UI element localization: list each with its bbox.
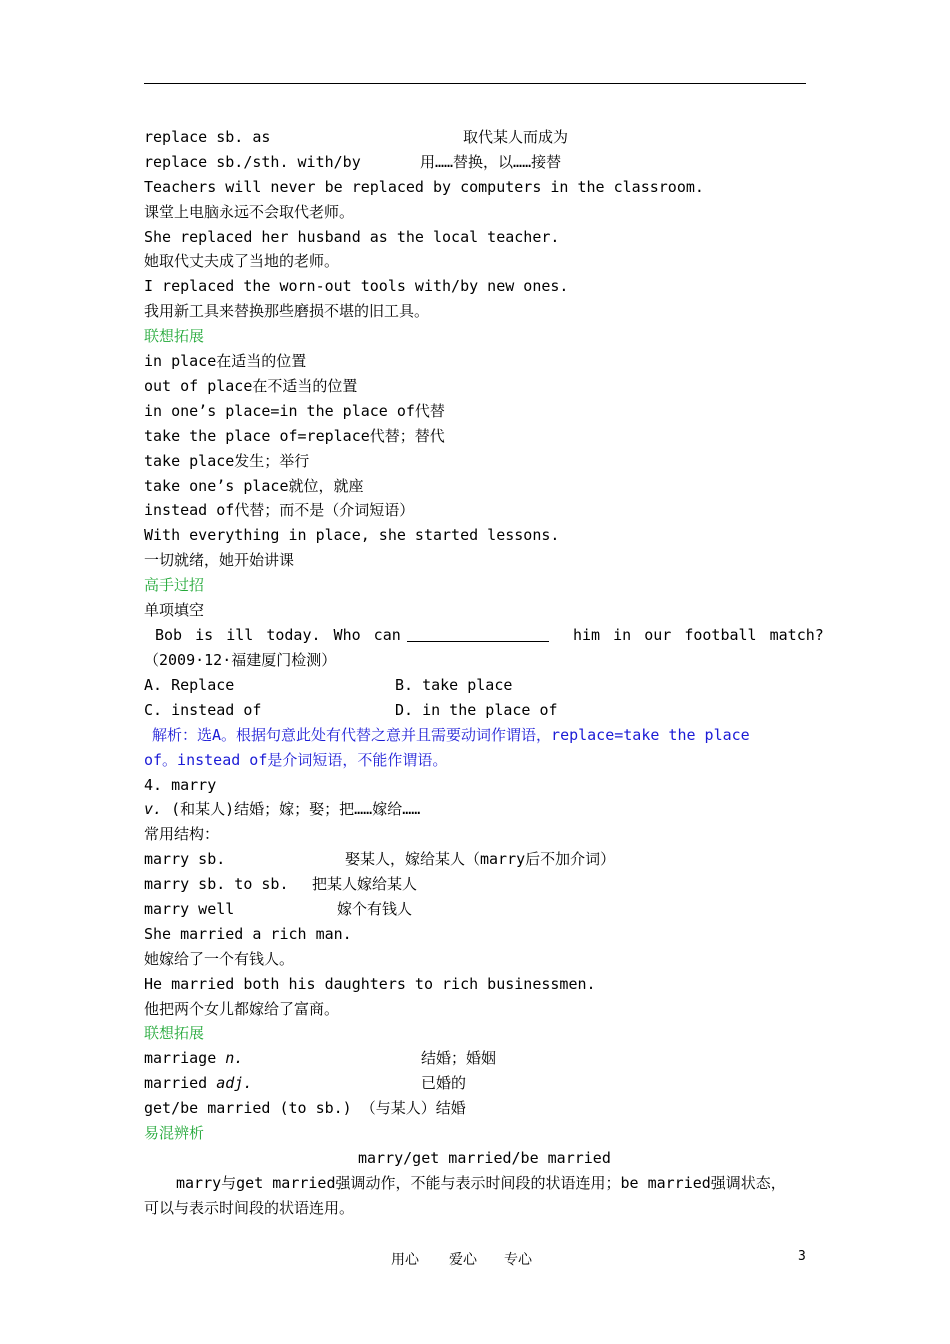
- text: 取代某人而成为: [463, 128, 569, 146]
- footer-word: 专心: [504, 1252, 532, 1268]
- example-line: She replaced her husband as the local teacher.: [144, 228, 560, 246]
- phrase-line: in place在适当的位置: [144, 352, 307, 370]
- word-form-line: [144, 1048, 497, 1068]
- example-line: I replaced the worn-out tools with/by new ones.: [144, 277, 569, 295]
- page-number: 3: [798, 1249, 806, 1264]
- phrase-line: take place发生；举行: [144, 452, 310, 470]
- exercise-title: 单项填空: [144, 601, 205, 619]
- text: marry well: [144, 900, 235, 918]
- answer-explanation: 解析：选A。根据句意此处有代替之意并且需要动词作谓语，replace=take the place: [152, 726, 750, 744]
- translation-line: 我用新工具来替换那些磨损不堪的旧工具。: [144, 302, 430, 320]
- answer-explanation: of。instead of是介词短语，不能作谓语。: [144, 751, 448, 769]
- text: marry sb. to sb.: [144, 875, 289, 893]
- header-rule: [144, 83, 806, 84]
- text: 把某人嫁给某人: [312, 875, 418, 893]
- example-line: She married a rich man.: [144, 925, 352, 943]
- text: him in our football match?: [573, 626, 824, 644]
- footer-word: 用心: [391, 1252, 419, 1268]
- text: marry sb.: [144, 850, 226, 868]
- text: replace sb. as: [144, 128, 271, 146]
- text: replace sb./sth. with/by: [144, 153, 361, 171]
- example-line: Teachers will never be replaced by computers in the classroom.: [144, 178, 704, 196]
- example-line: He married both his daughters to rich businessmen.: [144, 975, 596, 993]
- line-replace-with: [144, 152, 562, 172]
- text: 结婚；婚姻: [421, 1049, 497, 1067]
- translation-line: 一切就绪，她开始讲课: [144, 551, 295, 569]
- options-row: [144, 675, 513, 695]
- section-heading: 联想拓展: [144, 1024, 205, 1042]
- option-a: A. Replace: [144, 676, 235, 694]
- section-heading: 高手过招: [144, 576, 205, 594]
- phrase-line: out of place在不适当的位置: [144, 377, 358, 395]
- question-source: （2009·12·福建厦门检测）: [144, 651, 337, 669]
- option-b: B. take place: [395, 676, 513, 694]
- paragraph-line: marry与get married强调动作，不能与表示时间段的状语连用；be married强调状态，: [176, 1174, 786, 1192]
- paragraph-line: 可以与表示时间段的状语连用。: [144, 1199, 355, 1217]
- phrase-line: in one’s place=in the place of代替: [144, 402, 445, 420]
- options-row: [144, 700, 558, 720]
- option-d: D. in the place of: [395, 701, 558, 719]
- text: Bob is ill today. Who can: [155, 626, 401, 644]
- structure-line: [144, 874, 418, 894]
- structure-title: 常用结构：: [144, 825, 220, 843]
- entry-definition: [144, 799, 420, 819]
- translation-line: 他把两个女儿都嫁给了富商。: [144, 1000, 340, 1018]
- text: 已婚的: [421, 1074, 467, 1092]
- translation-line: 她取代丈夫成了当地的老师。: [144, 252, 340, 270]
- footer-word: 爱心: [449, 1252, 477, 1268]
- phrase-line: take the place of=replace代替；替代: [144, 427, 445, 445]
- text: 娶某人，嫁给某人（marry后不加介词）: [345, 850, 616, 868]
- part-of-speech: n.: [225, 1049, 244, 1067]
- structure-line: [144, 899, 413, 919]
- part-of-speech: v.: [144, 800, 163, 818]
- line-replace-as: [144, 127, 569, 147]
- structure-line: [144, 849, 616, 869]
- comparison-title: marry/get married/be married: [358, 1149, 611, 1167]
- text: 嫁个有钱人: [337, 900, 413, 918]
- phrase-line: instead of代替；而不是（介词短语）: [144, 501, 415, 519]
- option-c: C. instead of: [144, 701, 262, 719]
- part-of-speech: adj.: [216, 1074, 253, 1092]
- entry-title: 4. marry: [144, 776, 217, 794]
- translation-line: 她嫁给了一个有钱人。: [144, 950, 295, 968]
- phrase-line: take one’s place就位，就座: [144, 477, 364, 495]
- text: married: [144, 1074, 208, 1092]
- phrase-line: get/be married (to sb.) （与某人）结婚: [144, 1099, 466, 1117]
- word-form-line: [144, 1073, 467, 1093]
- question-line: [155, 625, 824, 645]
- text: (和某人)结婚；嫁；娶；把……嫁给……: [162, 800, 421, 818]
- section-heading: 联想拓展: [144, 327, 205, 345]
- example-line: With everything in place, she started lessons.: [144, 526, 560, 544]
- translation-line: 课堂上电脑永远不会取代老师。: [144, 203, 355, 221]
- text: marriage: [144, 1049, 217, 1067]
- section-heading: 易混辨析: [144, 1124, 205, 1142]
- answer-blank: [407, 625, 549, 645]
- text: 用……替换，以……接替: [420, 153, 562, 171]
